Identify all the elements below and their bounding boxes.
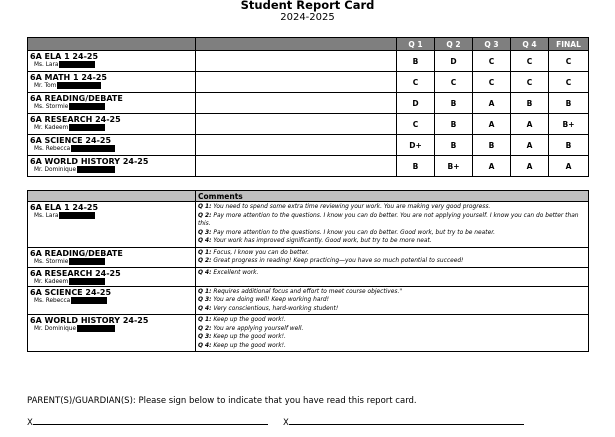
comment-list [196,202,588,247]
signature-rule [289,416,524,425]
grade-cell: A [473,114,511,135]
quarter-label: Q 4: [198,342,212,349]
course-cell [28,114,196,135]
comment-list [196,248,588,267]
teacher-label: Ms. Lara [34,213,59,219]
teacher-label: Ms. Lara [34,62,59,68]
comment-row [28,267,589,286]
teacher-label: Ms. Stormie [34,258,69,265]
comment-text: Your work has improved significantly. Good work, but try to be more neat. [213,238,432,244]
quarter-label: Q 4: [198,305,212,312]
course-column-header [28,38,196,51]
course-name: 6A SCIENCE 24-25 [30,136,112,145]
teacher-name [30,82,195,90]
signature-x-label: X [27,418,33,428]
teacher-label: Mr. Kadeem [34,125,69,131]
redacted-block [59,61,95,68]
quarter-label: Q 3: [198,229,212,236]
grade-cell: C [397,114,435,135]
grade-cell: B [511,93,549,114]
comment-line [198,288,586,297]
redacted-block [57,82,101,89]
grade-cell: B [435,114,473,135]
comment-line [198,325,586,334]
grade-cell: B [435,135,473,156]
comment-line [198,342,586,351]
comment-cell [196,267,589,286]
teacher-name [30,61,195,69]
quarter-label: Q 4: [198,238,212,244]
comment-row [28,247,589,267]
quarter-label: Q 1: [198,288,212,295]
grade-cell: C [397,72,435,93]
redacted-block [69,103,105,110]
teacher-name [30,278,195,286]
comment-row [28,286,589,315]
blank-cell [196,93,397,114]
comment-list [196,315,588,351]
comment-row [28,202,589,248]
course-cell [28,72,196,93]
course-cell [28,286,196,315]
grade-row [28,72,589,93]
quarter-label: Q 1: [198,204,212,210]
teacher-name [30,212,195,220]
comment-text: Great progress in reading! Keep practicing—you have so much potential to succeed! [213,258,464,264]
q2-column-header: Q 2 [435,38,473,51]
grade-cell: C [473,72,511,93]
teacher-name [30,166,195,174]
grade-row [28,156,589,177]
course-name: 6A READING/DEBATE [30,248,123,258]
comment-cell [196,202,589,248]
grade-cell: C [473,51,511,72]
teacher-name [30,145,195,153]
grade-cell: C [549,51,589,72]
teacher-name [30,103,195,111]
grade-cell: B [397,156,435,177]
comment-line [198,269,586,278]
course-cell [28,202,196,248]
course-cell [28,247,196,267]
course-cell [28,135,196,156]
course-name: 6A RESEARCH 24-25 [30,115,121,124]
redacted-block [69,258,105,265]
grade-row [28,51,589,72]
blank-cell [196,114,397,135]
grade-cell: B [397,51,435,72]
comment-text: Very conscientious, hard-working student! [213,305,339,312]
course-name: 6A SCIENCE 24-25 [30,287,112,297]
comment-line [198,296,586,305]
comment-line [198,333,586,342]
grade-cell: B [473,135,511,156]
grade-row [28,114,589,135]
comment-text: Pay more attention to the questions. I know you can do better. Good work, but try to be neater. [213,229,495,236]
quarter-label: Q 1: [198,317,212,323]
comment-text: Excellent work. [213,269,259,276]
grade-row [28,93,589,114]
signature-rule [33,416,268,425]
comment-line [198,249,586,258]
comment-text: Pay more attention to the questions. I know you can do better. You are not applying yourself. I know you can do better than this. [198,212,579,227]
grade-cell: C [435,72,473,93]
teacher-label: Mr. Kadeem [34,278,69,285]
blank-cell [196,135,397,156]
comment-text: Requires additional focus and effort to meet course objectives." [213,288,403,295]
redacted-block [71,297,107,304]
redacted-block [77,166,115,173]
grade-cell: A [511,156,549,177]
comment-row [28,315,589,352]
comment-line [198,257,586,266]
signature-line-2[interactable] [283,416,524,428]
quarter-label: Q 3: [198,297,212,303]
course-name: 6A RESEARCH 24-25 [30,268,121,278]
school-year: 2024-2025 [280,12,335,23]
q3-column-header: Q 3 [473,38,511,51]
teacher-name [30,325,195,333]
blank-cell [196,72,397,93]
course-name: 6A ELA 1 24-25 [30,52,99,61]
grade-cell: A [473,93,511,114]
grade-cell: A [511,135,549,156]
grade-cell: B [435,93,473,114]
grade-cell: D+ [397,135,435,156]
teacher-name [30,297,195,305]
grade-cell: D [435,51,473,72]
teacher-label: Mr. Dominique [34,326,77,332]
grade-cell: C [511,51,549,72]
comment-text: You need to spend some extra time reviewing your work. You are making very good progress. [213,204,491,210]
quarter-label: Q 2: [198,325,212,332]
comment-list [196,268,588,279]
course-cell [28,315,196,352]
blank-cell [196,51,397,72]
grade-cell: D [397,93,435,114]
teacher-label: Mr. Dominique [34,167,77,173]
comment-cell [196,315,589,352]
redacted-block [69,278,105,285]
course-cell [28,156,196,177]
comment-text: Keep up the good work!. [213,334,286,340]
grade-cell: A [511,114,549,135]
grades-table [27,37,589,177]
comment-line [198,229,586,238]
comment-line [198,212,586,229]
teacher-label: Mr. Tom [34,83,57,89]
final-column-header: FINAL [549,38,589,51]
course-name: 6A WORLD HISTORY 24-25 [30,157,149,166]
grade-row [28,135,589,156]
teacher-name [30,258,195,266]
redacted-block [59,212,95,219]
grade-cell: A [473,156,511,177]
grade-cell: B [549,93,589,114]
comment-line [198,237,586,246]
comment-line [198,316,586,325]
quarter-label: Q 4: [198,269,212,276]
comment-line [198,203,586,212]
blank-cell [196,156,397,177]
comment-cell [196,247,589,267]
signature-line-1[interactable] [27,416,268,428]
comment-line [198,305,586,314]
comment-text: You are doing well! Keep working hard! [213,297,329,303]
redacted-block [71,145,115,152]
teacher-label: Ms. Rebecca [34,297,71,304]
course-name: 6A ELA 1 24-25 [30,203,99,212]
q4-column-header: Q 4 [511,38,549,51]
course-name: 6A READING/DEBATE [30,94,123,103]
blank-column-header [196,38,397,51]
teacher-label: Ms. Rebecca [34,146,71,152]
comment-cell [196,286,589,315]
course-cell [28,267,196,286]
teacher-label: Ms. Stormie [34,104,69,110]
redacted-block [77,325,115,332]
signature-instruction: PARENT(S)/GUARDIAN(S): Please sign below to indicate that you have read this report card. [27,396,417,406]
comment-list [196,287,588,315]
grade-cell: C [511,72,549,93]
grade-cell: A [549,156,589,177]
grade-cell: B [549,135,589,156]
teacher-name [30,124,195,132]
course-cell [28,51,196,72]
course-name: 6A WORLD HISTORY 24-25 [30,316,149,325]
report-title: Student Report Card [240,0,375,12]
comments-header: Comments [196,191,589,202]
quarter-label: Q 2: [198,212,212,219]
comment-text: Keep up the good work!. [213,317,286,323]
comment-text: You are applying yourself well. [213,325,304,332]
quarter-label: Q 3: [198,334,212,340]
grade-cell: B+ [435,156,473,177]
q1-column-header: Q 1 [397,38,435,51]
redacted-block [69,124,105,131]
signature-x-label: X [283,418,289,428]
comment-text: Focus, I know you can do better. [213,249,309,256]
comment-text: Keep up the good work!. [213,342,286,349]
grades-header-row [28,38,589,51]
quarter-label: Q 2: [198,258,212,264]
comments-header-row [28,191,589,202]
course-cell [28,93,196,114]
course-name: 6A MATH 1 24-25 [30,73,107,82]
comments-course-header [28,191,196,202]
quarter-label: Q 1: [198,249,212,256]
grade-cell: B+ [549,114,589,135]
grade-cell: C [549,72,589,93]
comments-table [27,190,589,352]
